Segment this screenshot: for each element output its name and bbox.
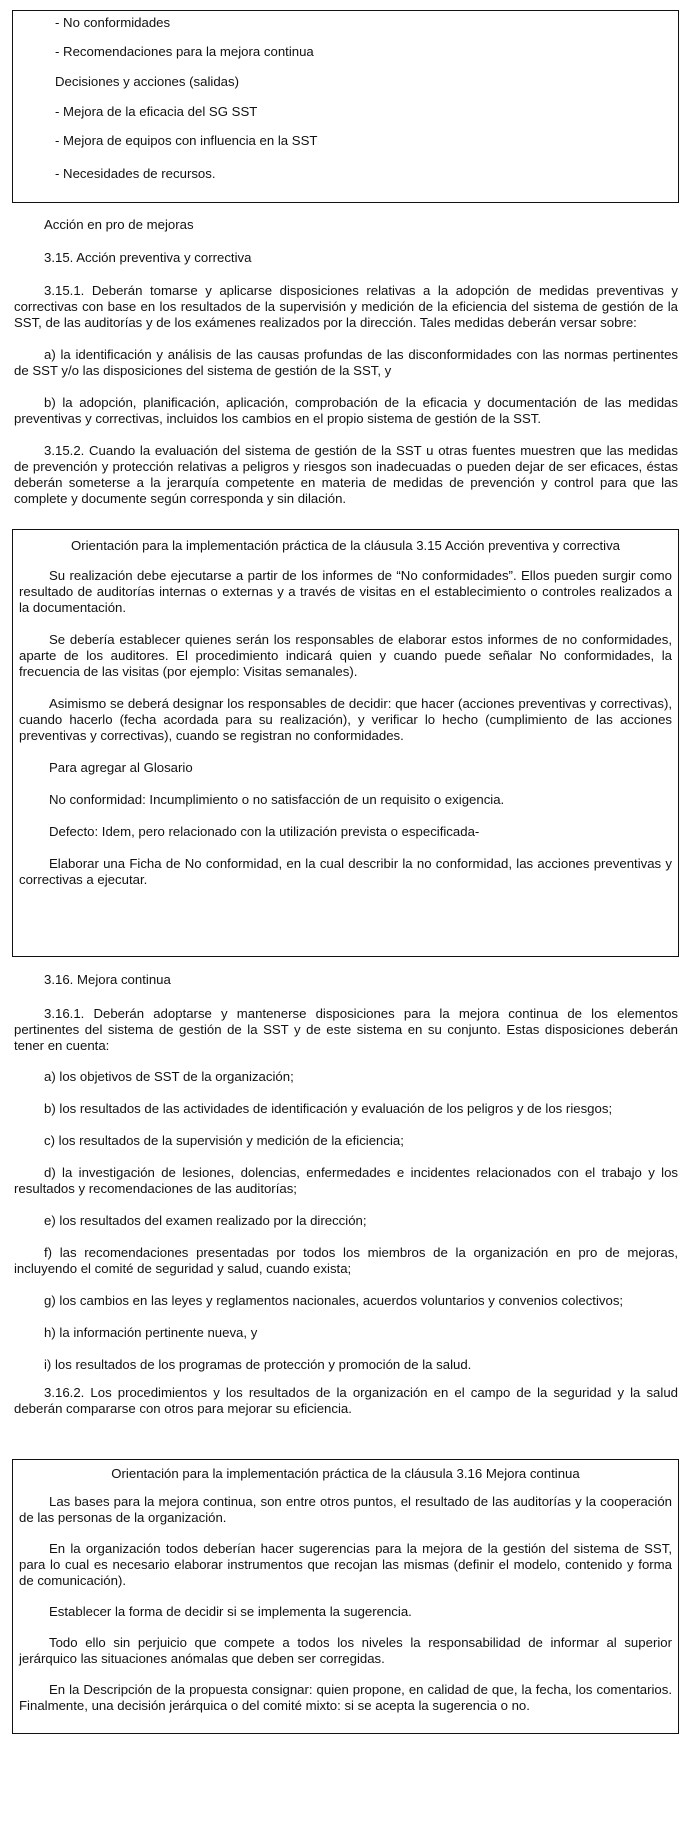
guidance-box-3-15 <box>12 529 679 957</box>
box1-line: Decisiones y acciones (salidas) <box>55 74 239 89</box>
paragraph: 3.16.2. Los procedimientos y los resultados de la organización en el campo de la seguridad y la salud deberán compararse con otros para mejorar su eficiencia. <box>14 1385 678 1416</box>
section-heading: 3.16. Mejora continua <box>44 972 171 987</box>
list-item: a) los objetivos de SST de la organización; <box>44 1069 294 1084</box>
paragraph: a) la identificación y análisis de las causas profundas de las disconformidades con las normas pertinentes de SST y/o las disposiciones del sistema de gestión de la SST, y <box>14 347 678 378</box>
guidance-title: Orientación para la implementación práctica de la cláusula 3.16 Mejora continua <box>111 1466 580 1481</box>
section-3-16 <box>14 972 678 1417</box>
list-item: b) los resultados de las actividades de identificación y evaluación de los peligros y de los riesgos; <box>44 1101 613 1116</box>
box1-line: - Recomendaciones para la mejora continua <box>55 44 314 59</box>
list-item: h) la información pertinente nueva, y <box>44 1325 258 1340</box>
glossary-entry: No conformidad: Incumplimiento o no satisfacción de un requisito o exigencia. <box>49 792 505 807</box>
paragraph: Todo ello sin perjuicio que compete a todos los niveles la responsabilidad de informar al superior jerárquico las situaciones anómalas que deben ser corregidas. <box>19 1635 672 1666</box>
paragraph: b) la adopción, planificación, aplicación, comprobación de la eficacia y documentación de las medidas preventivas y correctivas, incluidos los cambios en el propio sistema de gestión de la SST. <box>14 395 678 426</box>
paragraph: Las bases para la mejora continua, son entre otros puntos, el resultado de las auditorías y la cooperación de las personas de la organización. <box>19 1494 672 1525</box>
list-item: e) los resultados del examen realizado por la dirección; <box>44 1213 367 1228</box>
list-item: d) la investigación de lesiones, dolencias, enfermedades e incidentes relacionados con el trabajo y los resultados y recomendaciones de las auditorías; <box>14 1165 678 1196</box>
section-heading: Acción en pro de mejoras <box>44 217 194 232</box>
box1-line: - Necesidades de recursos. <box>55 166 216 181</box>
paragraph: Su realización debe ejecutarse a partir de los informes de “No conformidades”. Ellos pueden surgir como resultado de auditorías internas o externas y a través de visitas en el establecimiento o controles realizados a la documentación. <box>19 568 672 615</box>
paragraph: 3.15.2. Cuando la evaluación del sistema de gestión de la SST u otras fuentes muestren que las medidas de prevención y protección relativas a peligros y riesgos son inadecuadas o pueden dejar de ser eficaces, éstas deberán someterse a la jerarquía competente en materia de medidas de prevención y control para que las complete y documente según corresponda y sin dilación. <box>14 443 678 506</box>
paragraph: En la organización todos deberían hacer sugerencias para la mejora de la gestión del sistema de SST, para lo cual es necesario elaborar instrumentos que recojan las mismas (definir el modelo, contenido y forma de comunicación). <box>19 1541 672 1588</box>
paragraph: Establecer la forma de decidir si se implementa la sugerencia. <box>49 1604 412 1619</box>
guidance-box-3-16 <box>12 1459 679 1734</box>
paragraph: En la Descripción de la propuesta consignar: quien propone, en calidad de que, la fecha, los comentarios. Finalmente, una decisión jerárquica o del comité mixto: si se acepta la sugerencia o no. <box>19 1682 672 1713</box>
paragraph: Asimismo se deberá designar los responsables de decidir: que hacer (acciones preventivas y correctivas), cuando hacerlo (fecha acordada para su realización), y verificar lo hecho (cumplimiento de las acciones preventivas y correctivas), cuando se registran no conformidades. <box>19 696 672 743</box>
paragraph: Elaborar una Ficha de No conformidad, en la cual describir la no conformidad, las acciones preventivas y correctivas a ejecutar. <box>19 856 672 887</box>
box1-line: - No conformidades <box>55 15 171 30</box>
paragraph: 3.16.1. Deberán adoptarse y mantenerse disposiciones para la mejora continua de los elementos pertinentes del sistema de gestión de la SST y de este sistema en su conjunto. Estas disposiciones deberán tener en cuenta: <box>14 1006 678 1053</box>
list-item: g) los cambios en las leyes y reglamentos nacionales, acuerdos voluntarios y convenios colectivos; <box>44 1293 624 1308</box>
list-item: i) los resultados de los programas de protección y promoción de la salud. <box>44 1357 472 1372</box>
review-outputs-box <box>12 10 679 203</box>
glossary-heading: Para agregar al Glosario <box>49 760 193 775</box>
list-item: f) las recomendaciones presentadas por todos los miembros de la organización en pro de mejoras, incluyendo el comité de seguridad y salud, cuando exista; <box>14 1245 678 1276</box>
list-item: c) los resultados de la supervisión y medición de la eficiencia; <box>44 1133 404 1148</box>
paragraph: Se debería establecer quienes serán los responsables de elaborar estos informes de no conformidades, aparte de los auditores. El procedimiento indicará quien y cuando puede señalar No conformidades, la frecuencia de las visitas (por ejemplo: Visitas semanales). <box>19 632 672 679</box>
section-heading: 3.15. Acción preventiva y correctiva <box>44 250 252 265</box>
section-3-15 <box>14 217 678 507</box>
box1-line: - Mejora de la eficacia del SG SST <box>55 104 258 119</box>
paragraph: 3.15.1. Deberán tomarse y aplicarse disposiciones relativas a la adopción de medidas preventivas y correctivas con base en los resultados de la supervisión y medición de la eficiencia del sistema de gestión de la SST, de las auditorías y de los exámenes realizados por la dirección. Tales medidas deberán versar sobre: <box>14 283 678 330</box>
box1-line: - Mejora de equipos con influencia en la SST <box>55 133 318 148</box>
guidance-title: Orientación para la implementación práctica de la cláusula 3.15 Acción preventiva y correctiva <box>70 538 621 553</box>
glossary-entry: Defecto: Idem, pero relacionado con la utilización prevista o especificada- <box>49 824 480 839</box>
